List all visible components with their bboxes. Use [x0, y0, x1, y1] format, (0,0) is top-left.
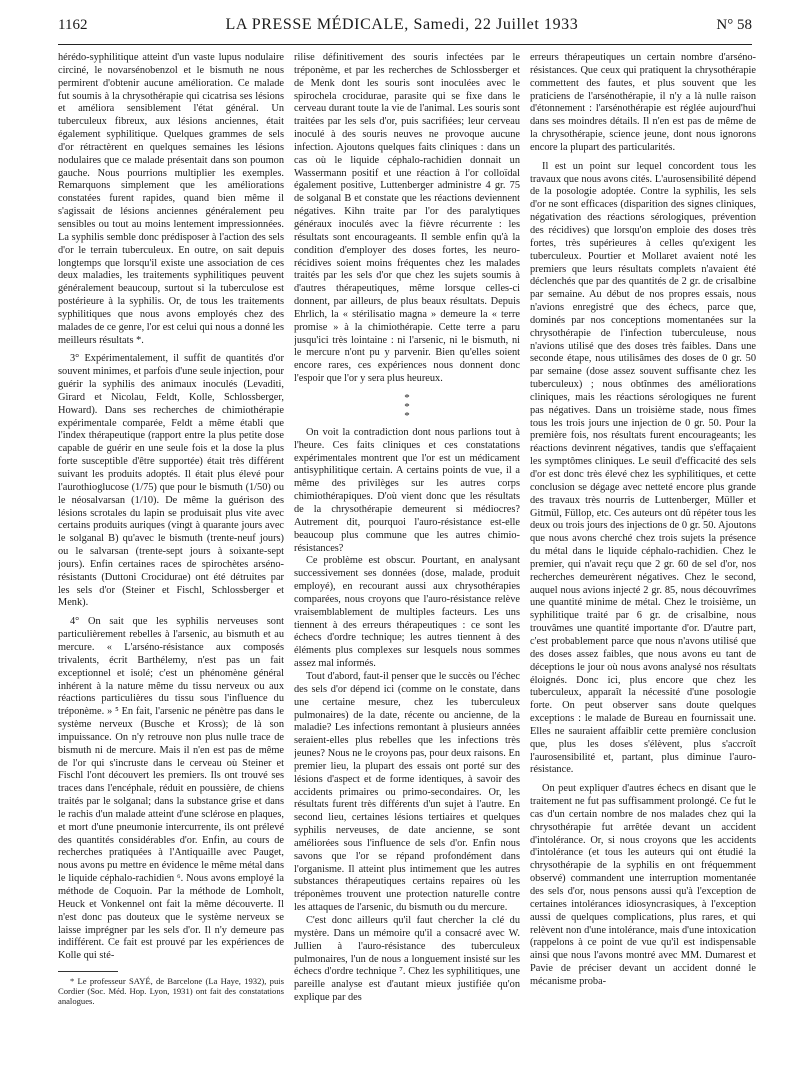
- column-3: [530, 52, 756, 1072]
- page-number: 1162: [58, 17, 88, 33]
- paragraph: erreurs thérapeutiques un certain nombre d'arséno-résistances. Que ceux qui pratiquent la chrysothérapie commettent des fautes, et plus souvent que les praticiens de l'arsénothérapie, il n'y a là nulle raison d'étonnement : l'arsénothérapie est réglée aujourd'hui dans ses moindres détails. Il n'en est pas de même de la chrysothérapie, science jeune, dont nous ignorons encore la plupart des particularités.: [530, 52, 756, 153]
- separator-star: *: [404, 400, 410, 413]
- paragraph: 3° Expérimentalement, il suffit de quantités d'or souvent minimes, et parfois d'une seule injection, pour guérir la syphilis des animaux inoculés (Levaditi, Girard et Nicolau, Feldt, Kolle, Schlossberger, Howard). Dans ses recherches de chimiothérapie expérimentale comparée, Feldt a même établi que l'index thérapeutique (rapport entre la plus petite dose capable de guérir en une seule fois et la dose la plus forte susceptible d'être supportée) était très différent suivant les produits adoptés. Il était plus élevé pour l'aurothioglucose (1/75) que pour le bismuth (1/50) ou le néosalvarsan (1/10). De même la guérison des lésions scrotales du lapin se produisait plus vite avec certains produits auriques (vingt à quarante jours avec le solganal B) qu'avec le bismuth (trente-neuf jours) ou le salvarsan (trente-sept jours à soixante-sept jours). Enfin certaines races de spirochètes arséno-résistants (Duttoni Crocidurae) ont été détruites par les sels d'or (Steiner et Fischl, Schlossberger et Menk).: [58, 353, 284, 609]
- footnote-divider: [58, 971, 118, 972]
- paragraph: C'est donc ailleurs qu'il faut chercher la clé du mystère. Dans un mémoire qu'il a consacré avec W. Jullien à l'auro-résistance des tuberculeux pulmonaires, l'un de nous a longuement insisté sur les échecs d'ordre technique ⁷. Chez les syphilitiques, une pareille analyse est d'autant mieux justifiée qu'on explique par des: [294, 915, 520, 1004]
- article-body: [58, 52, 756, 1072]
- footnote: * Le professeur SAYÉ, de Barcelone (La Haye, 1932), puis Cordier (Soc. Méd. Hop. Lyon, 1931) ont fait des constatations analogues.: [58, 976, 284, 1007]
- paragraph: 4° On sait que les syphilis nerveuses sont particulièrement rebelles à l'arsenic, au bismuth et au mercure. « L'arséno-résistance aux composés trivalents, écrit Barthélemy, n'est pas un fait exceptionnel et isolé; c'est un phénomène général inhérent à la nature même du tissu nerveux ou aux réactions particulières du tissu sous l'influence du tréponème. » ⁵ En fait, l'arsenic ne pénètre pas dans le système nerveux (Busche et Kross); de là son impuissance. On n'y retrouve non plus nulle trace de bismuth ni de mercure. Mais il n'en est pas de même de l'or qui s'incruste dans le cerveau où Steiner et Fischl l'ont découvert les premiers. Ils ont trouvé ses traces dans l'encéphale, réduit en poussière, de chiens traités par le solganal; dans la substance grise et dans le rachis d'un malade atteint d'une sclérose en plaques, et mort d'une pneumonie intercurrente, ils ont prélevé des quantités considérables d'or. Enfin, au cours de recherches pratiquées à l'Antiquaille avec Pauget, nous avons pu mettre en évidence le même métal dans le liquide céphalo-rachidien ⁶. Nous avons employé la méthode de Coquoin. Par la méthode de Lomholt, Heuck et Vonkennel ont fait la même découverte. Il n'est donc pas douteux que le système nerveux se laisse imprégner par les sels d'or. Il n'y demeure pas indifférent. Ce fait est prouvé par les expériences de Kolle qui sté-: [58, 616, 284, 962]
- page-header: [58, 16, 752, 45]
- column-2: [294, 52, 520, 1072]
- journal-title: LA PRESSE MÉDICALE, Samedi, 22 Juillet 1933: [225, 16, 579, 33]
- separator-star: *: [404, 391, 410, 404]
- separator-star: *: [404, 409, 410, 422]
- paragraph: On voit la contradiction dont nous parlions tout à l'heure. Ces faits cliniques et ces constatations expérimentales montrent que l'or est un médicament antisyphilitique certain. A certains points de vue, il a même des privilèges sur les autres corps chimiothérapiques. D'où vient donc que les résultats de la chrysothérapie demeurent si médiocres? Autrement dit, pourquoi l'auro-résistance est-elle beaucoup plus commune que les autres chimio-résistances?: [294, 426, 520, 554]
- paragraph: hérédo-syphilitique atteint d'un vaste lupus nodulaire circiné, le novarsénobenzol et le bismuth ne nous permirent d'obtenir aucune amélioration. Ce malade fut soumis à la chrysothérapie qui cicatrisa ses lésions et améliora sensiblement l'état général. Un tuberculeux fibreux, aux lésions anciennes, était également syphilitique. Quelques grammes de sels d'or rétractèrent en quelques semaines les lésions nodulaires que ce malade présentait dans son poumon gauche. Nous pourrions multiplier les exemples. Remarquons simplement que les améliorations constatées furent rapides, quand bien même il s'agissait de lésions anciennes généralement peu sensibles ou tout au moins lentement impressionnées. La syphilis semble donc prédisposer à l'action des sels d'or le terrain tuberculeux. En outre, on sait depuis longtemps que lorsqu'il existe une association de ces deux maladies, les traitements syphilitiques peuvent généralement beaucoup, surtout si la tuberculose est postérieure à la syphilis. Or, de tous les traitements syphilitiques que nous avons employés chez des malades de ce genre, l'or est celui qui nous a donné les meilleurs résultats *.: [58, 52, 284, 346]
- column-1: [58, 52, 284, 1072]
- paragraph: On peut expliquer d'autres échecs en disant que le traitement ne fut pas suffisamment prolongé. Ce fut le cas d'un certain nombre de nos malades chez qui la chrysothérapie fut arrêtée devant un accident d'intolérance. Or, si nous croyons que les accidents d'intolérance (et tous les auteurs qui ont étudié la chrysothérapie de la syphilis en ont fréquemment observé) commandent une interruption momentanée des sels d'or, nous pensons aussi qu'à l'exception de certaines intolérances idiosyncrasiques, à l'exception aussi de quelques complications, plus rares, et qui relèvent non d'une intolérance, mais d'une intoxication (rappelons à ce point de vue qu'il est indispensable ainsi que nous l'avons montré avec MM. Dumarest et Pavie de préciser devant un accident donné le mécanisme proba-: [530, 783, 756, 987]
- paragraph: Tout d'abord, faut-il penser que le succès ou l'échec des sels d'or dépend ici (comme on le constate, dans une certaine mesure, chez les tuberculeux pulmonaires) de la date, récente ou ancienne, de la maladie? Les infections remontant à plusieurs années seraient-elles plus rebelles que les infections très jeunes? Nous ne le croyons pas, pour deux raisons. En premier lieu, la plupart des essais ont porté sur des lésions d'aspect et de forme identiques, à savoir des accidents primaires ou primo-secondaires. Or, les résultats furent très différents d'un sujet à l'autre. En second lieu, certaines lésions tertiaires et quelques syphilis nerveuses, de date ancienne, se sont améliorées sous l'influence de sels d'or. Enfin nous savons que l'or se répand profondément dans l'organisme. Il atteint plus intimement que les autres substances thérapeutiques certains repaires où les tréponèmes trouvent une protection naturelle contre les attaques de l'arsenic, du bismuth ou du mercure.: [294, 670, 520, 914]
- paragraph: rilise définitivement des souris infectées par le tréponème, et par les recherches de Schlossberger et de Menk dont les souris sont inoculées avec le spirochela crocidurae, parasite qui se fixe dans le cerveau durant toute la vie de l'animal. Les souris sont traitées par les sels d'or, puis sacrifiées; leur cerveau inoculé à des souris neuves ne provoque aucune infection. Ajoutons quelques faits cliniques : dans un cas où le liquide céphalo-rachidien donnait un Wassermann positif et une réaction à l'or colloïdal également positive, Luttenberger administre 4 gr. 75 de solganal B et constate que les réactions deviennent négatives. Kihn traite par l'or des paralytiques généraux inoculés avec la fièvre récurrente : les résultats sont encourageants. Il semble enfin qu'à la condition d'employer des doses fortes, les neuro-récidives soient moins fréquentes chez les malades traités par les sels d'or que chez les sujets soumis à d'autres thérapeutiques, même lorsque celles-ci donnent, par ailleurs, de plus beaux résultats. Depuis Ehrlich, la « stérilisatio magna » demeure la « terre promise » à la chimiothérapie. Cette terre a paru jusqu'ici très lointaine : ni l'arsenic, ni le bismuth, ni le mercure n'ont pu y parvenir. Bien qu'elles soient encore rares, ces expériences nous donnent donc l'espoir que l'or y sera plus heureux.: [294, 52, 520, 385]
- issue-number: N° 58: [716, 17, 752, 33]
- paragraph: Il est un point sur lequel concordent tous les travaux que nous avons cités. L'aurosensibilité dépend de la posologie adoptée. Contre la syphilis, les sels d'or ne sont efficaces (disparition des signes cliniques, négativation des réactions sérologiques, prévention des récidives) que lorsqu'on emploie des doses très fortes, très supérieures à celles qu'exigent les tuberculeux. Pourtier et Mollaret avaient noté les premiers que leurs résultats complets n'avaient été déclenchés que par des quantités de 2 gr. de crisalbine par semaine. Au début de nos propres essais, nous n'avions enregistré que des échecs, parce que, dominés par nos conceptions momentanées sur la chrysothérapie de l'infection tuberculeuse, nous n'avions utilisé que des doses très faibles. Dans une seconde étape, nous utilisâmes des doses de 0 gr. 50 par semaine (dose assez souvent suffisante chez les tuberculeux) ; nous obtînmes des améliorations cliniques, mais les réactions sérologiques ne furent pas négatives. Dans un troisième stade, nous fîmes tous les trois jours une injection de 0 gr. 50. Pour la première fois, nos résultats furent encourageants; les réactions devinrent négatives, tandis que s'effaçaient les symptômes cliniques. Le seuil d'efficacité des sels d'or est donc très élevé chez les syphilitiques, et cette conclusion se dégage avec netteté encore plus grande des travaux très nourris de Luttenberger, Müller et Gitmül, Füllop, etc. Ces auteurs ont dû répéter tous les deux ou trois jours des injections de 0 gr. 50. Ajoutons que nous avons cherché chez trois sujets la présence du métal dans le liquide céphalo-rachidien. Chez le premier, qui n'avait reçu que 2 gr. 60 de sel d'or, nos recherches demeurèrent négatives. Chez le second, auquel nous avions injecté 2 gr. 85, nous découvrîmes une quantité minime de métal. Chez le troisième, un syphilitique traité par 6 gr. de crisalbine, nous trouvâmes une quantité importante d'or. D'autre part, c'est probablement parce que nous n'avons utilisé que des doses assez faibles, que nous avons eu tant de déceptions le jour où nous avons analysé nos résultats éloignés. Donc ici, plus encore que chez les tuberculeux, apparaît la nécessité d'une posologie forte. On peut observer sans doute quelques exceptions : le malade de Bureau en fournissait une. Elles ne sauraient affaiblir cette première conclusion que, plus les doses s'élèvent, plus s'accroît l'aurosensibilité et, partant, plus diminue l'auro-résistance.: [530, 160, 756, 776]
- paragraph: Ce problème est obscur. Pourtant, en analysant successivement ses données (dose, malade, produit employé), en recourant aussi aux chrysothérapies comparées, nous croyons que l'auro-résistance relève vraisemblablement de multiples facteurs. Les uns tiennent à des erreurs thérapeutiques : ce sont les échecs d'ordre technique; les autres tiennent à des éléments plus complexes sur lesquels nous sommes assez mal informés.: [294, 555, 520, 670]
- section-separator: [294, 391, 520, 422]
